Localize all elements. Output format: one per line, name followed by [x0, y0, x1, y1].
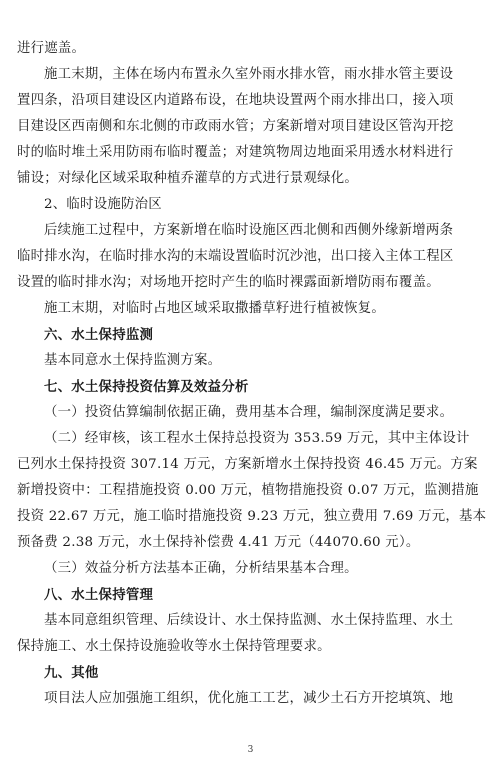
- section-heading: 六、水土保持监测: [44, 327, 154, 343]
- paragraph-line: 后续施工过程中，方案新增在临时设施区西北侧和西侧外缘新增两条: [44, 223, 454, 238]
- paragraph-line: 基本同意水土保持监测方案。: [44, 353, 222, 368]
- paragraph-line: 置四条，沿项目建设区内道路布设，在地块设置两个雨水排出口，接入项: [17, 93, 454, 108]
- paragraph-line: 设置的临时排水沟；对场地开挖时产生的临时裸露面新增防雨布覆盖。: [17, 275, 440, 290]
- paragraph-line: 施工末期，对临时占地区域采取撒播草籽进行植被恢复。: [44, 301, 386, 316]
- paragraph-line: 项目法人应加强施工组织，优化施工工艺，减少土石方开挖填筑、地: [44, 691, 454, 706]
- paragraph-line: （三）效益分析方法基本正确，分析结果基本合理。: [44, 561, 358, 576]
- paragraph-line: 新增投资中：工程措施投资 0.00 万元，植物措施投资 0.07 万元，监测措施: [17, 483, 479, 498]
- paragraph-line: 保持施工、水土保持设施验收等水土保持管理要求。: [17, 639, 331, 654]
- paragraph-line: 临时排水沟，在临时排水沟的末端设置临时沉沙池，出口接入主体工程区: [17, 249, 454, 264]
- paragraph-line: 预备费 2.38 万元，水土保持补偿费 4.41 万元（44070.60 元）。: [17, 535, 420, 550]
- section-heading: 七、水土保持投资估算及效益分析: [44, 379, 249, 395]
- paragraph-line: 时的临时堆土采用防雨布临时覆盖；对建筑物周边地面采用透水材料进行: [17, 145, 454, 160]
- document-body: [17, 36, 485, 712]
- page-number: 3: [247, 745, 254, 755]
- section-heading: 八、水土保持管理: [44, 587, 154, 603]
- paragraph-line: （一）投资估算编制依据正确，费用基本合理，编制深度满足要求。: [44, 405, 454, 420]
- paragraph-line: 目建设区西南侧和东北侧的市政雨水管；方案新增对项目建设区管沟开挖: [17, 119, 454, 134]
- paragraph-line: 进行遮盖。: [17, 41, 86, 56]
- paragraph-line: 投资 22.67 万元，施工临时措施投资 9.23 万元，独立费用 7.69 万元，基本: [17, 509, 487, 524]
- paragraph-line: （二）经审核，该工程水土保持总投资为 353.59 万元，其中主体设计: [44, 431, 470, 446]
- paragraph-line: 施工末期，主体在场内布置永久室外雨水排水管，雨水排水管主要设: [44, 67, 454, 82]
- paragraph-line: 铺设；对绿化区域采取种植乔灌草的方式进行景观绿化。: [17, 171, 359, 186]
- section-heading: 九、其他: [44, 665, 99, 681]
- subsection-heading: 2、临时设施防治区: [44, 197, 162, 212]
- paragraph-line: 已列水土保持投资 307.14 万元，方案新增水土保持投资 46.45 万元。方案: [17, 457, 478, 472]
- paragraph-line: 基本同意组织管理、后续设计、水土保持监测、水土保持监理、水土: [44, 613, 454, 628]
